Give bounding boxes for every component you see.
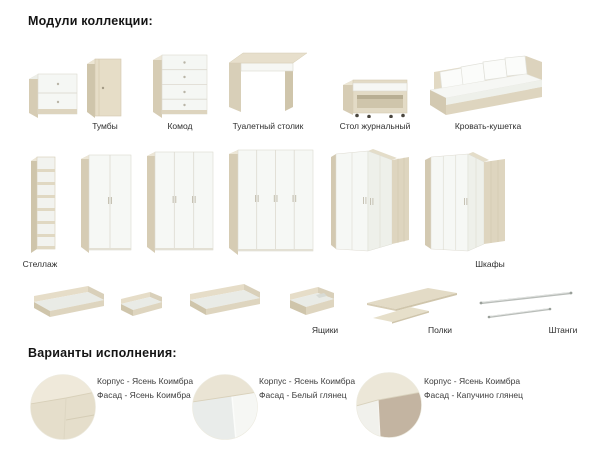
wardrobe-2door-illustration bbox=[80, 153, 132, 253]
label-yashchiki: Ящики bbox=[311, 325, 339, 335]
variant-2-body: Корпус - Ясень Коимбра bbox=[259, 376, 356, 386]
narrow-cabinet-illustration bbox=[86, 58, 122, 118]
variant-1-body: Корпус - Ясень Коимбра bbox=[97, 376, 194, 386]
drawer-small-illustration bbox=[116, 290, 168, 324]
variant-2-facade: Фасад - Белый глянец bbox=[259, 390, 347, 400]
daybed-illustration bbox=[428, 48, 548, 116]
variant-text-3 bbox=[424, 374, 523, 402]
shelving-illustration bbox=[30, 155, 56, 253]
corner-wardrobe-a-illustration bbox=[330, 148, 410, 255]
variant-3-facade: Фасад - Капучино глянец bbox=[424, 390, 523, 400]
variant-swatch-ash-white bbox=[192, 374, 258, 440]
rod-long-illustration bbox=[478, 290, 574, 306]
label-komod: Комод bbox=[167, 121, 193, 131]
variant-text-2 bbox=[259, 374, 355, 402]
drawer-wide-1-illustration bbox=[26, 284, 110, 326]
variants-heading: Варианты исполнения: bbox=[28, 346, 177, 360]
rod-short-illustration bbox=[486, 306, 554, 320]
wardrobe-4door-illustration bbox=[228, 148, 314, 255]
variant-swatch-ash-ash bbox=[30, 374, 96, 440]
dressing-table-illustration bbox=[228, 50, 308, 114]
variant-1-facade: Фасад - Ясень Коимбра bbox=[97, 390, 191, 400]
variant-3-body: Корпус - Ясень Коимбра bbox=[424, 376, 521, 386]
label-shkafy: Шкафы bbox=[475, 259, 505, 269]
label-stellazh: Стеллаж bbox=[22, 259, 58, 269]
label-tumby: Тумбы bbox=[92, 121, 118, 131]
chest-illustration bbox=[152, 52, 208, 118]
label-tualetny-stolik: Туалетный столик bbox=[232, 121, 304, 131]
drawer-wide-2-illustration bbox=[182, 282, 266, 324]
drawer-square-illustration bbox=[286, 284, 340, 324]
label-shtangi: Штанги bbox=[548, 325, 578, 335]
coffee-table-illustration bbox=[342, 78, 408, 118]
nightstand-illustration bbox=[28, 72, 78, 118]
corner-wardrobe-b-illustration bbox=[424, 150, 506, 255]
modules-heading: Модули коллекции: bbox=[28, 14, 153, 28]
variant-swatch-ash-cappuccino bbox=[356, 372, 422, 438]
variant-text-1 bbox=[97, 374, 193, 402]
shelf-small-illustration bbox=[372, 306, 430, 324]
label-stol-zhurnalny: Стол журнальный bbox=[339, 121, 411, 131]
wardrobe-3door-illustration bbox=[146, 150, 214, 253]
label-krovat-kushetka: Кровать-кушетка bbox=[454, 121, 522, 131]
label-polki: Полки bbox=[427, 325, 453, 335]
